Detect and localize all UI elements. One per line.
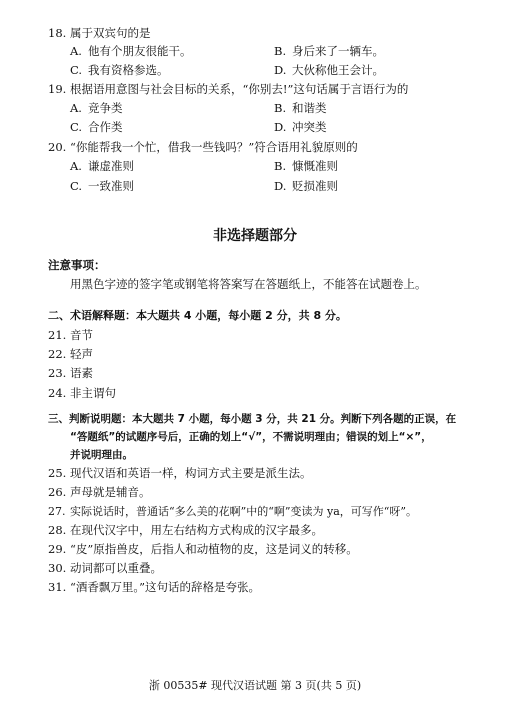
option-letter: A.: [70, 159, 82, 173]
option-18b: [274, 44, 384, 59]
option-letter: B.: [274, 101, 287, 115]
option-letter: C.: [70, 179, 83, 193]
option-text: 竞争类: [88, 101, 123, 115]
option-letter: B.: [274, 159, 287, 173]
option-letter: A.: [70, 101, 82, 115]
question-number: 27.: [48, 505, 66, 518]
question-number: 29.: [48, 542, 67, 556]
option-text: 冲突类: [292, 120, 327, 134]
option-19d: [274, 120, 327, 135]
notice-text: 用黑色字迹的签字笔或钢笔将答案写在答题纸上，不能答在试题卷上。: [70, 277, 427, 291]
item-text: 在现代汉字中，用左右结构方式构成的汉字最多。: [70, 523, 323, 537]
option-18a: [70, 44, 192, 59]
question-stem: “你能帮我一个忙，借我一些钱吗？”符合语用礼貌原则的: [70, 140, 358, 154]
item-21: [48, 328, 93, 343]
option-text: 他有个朋友很能干。: [88, 44, 192, 58]
item-text: “皮”原指兽皮，后指人和动植物的皮，这是词义的转移。: [70, 542, 358, 556]
question-number: 21.: [48, 328, 67, 342]
item-text: 非主谓句: [70, 386, 116, 400]
option-text: 慷慨准则: [292, 159, 338, 173]
option-19b: [274, 101, 327, 116]
question-number: 24.: [48, 386, 67, 400]
part3-heading-line-1: 三、判断说明题：本大题共 7 小题，每小题 3 分，共 21 分。判断下列各题的正误，在: [48, 413, 457, 425]
option-letter: D.: [274, 120, 287, 134]
part3-heading-line-2: “答题纸”的试题序号后，正确的划上“√”，不需说明理由；错误的划上“×”，: [70, 431, 432, 443]
item-text: 动词都可以重叠。: [70, 561, 162, 575]
option-18d: [274, 63, 384, 78]
option-text: 我有资格参选。: [88, 63, 169, 77]
question-number: 26.: [48, 485, 67, 499]
item-text: 声母就是辅音。: [70, 485, 151, 499]
item-28: [48, 523, 323, 538]
option-text: 大伙称他王会计。: [292, 63, 384, 77]
item-text: 轻声: [70, 347, 93, 361]
question-number: 30.: [48, 561, 67, 575]
option-letter: C.: [70, 120, 83, 134]
option-text: 和谐类: [292, 101, 327, 115]
option-19c: [70, 120, 123, 135]
question-number: 19.: [48, 82, 67, 96]
item-text: 现代汉语和英语一样，构词方式主要是派生法。: [70, 466, 312, 480]
option-20b: [274, 159, 338, 174]
option-letter: C.: [70, 63, 83, 77]
option-18c: [70, 63, 169, 78]
item-25: [48, 466, 312, 481]
question-20: [48, 140, 358, 155]
option-text: 贬损准则: [292, 179, 338, 193]
question-number: 23.: [48, 366, 67, 380]
option-20c: [70, 179, 134, 194]
question-stem: 属于双宾句的是: [70, 26, 151, 40]
item-text: 实际说话时，普通话“多么美的花啊”中的“啊”变读为 ya，可写作“呀”。: [70, 505, 418, 518]
page-footer: 浙 00535# 现代汉语试题 第 3 页(共 5 页): [148, 679, 362, 692]
option-19a: [70, 101, 123, 116]
item-27: [48, 504, 417, 519]
question-number: 18.: [48, 26, 67, 40]
part3-heading-line-3: 并说明理由。: [70, 449, 133, 461]
item-text: 语素: [70, 366, 93, 380]
part2-heading: 二、术语解释题：本大题共 4 小题，每小题 2 分，共 8 分。: [48, 309, 347, 322]
option-20a: [70, 159, 134, 174]
option-letter: B.: [274, 44, 287, 58]
option-20d: [274, 179, 338, 194]
option-letter: D.: [274, 63, 287, 77]
option-text: 一致准则: [88, 179, 134, 193]
question-number: 20.: [48, 140, 67, 154]
item-31: [48, 580, 260, 595]
item-24: [48, 386, 116, 401]
item-text: “酒香飘万里。”这句话的辞格是夸张。: [70, 580, 261, 594]
notice-title: 注意事项：: [48, 258, 106, 272]
question-stem: 根据语用意图与社会目标的关系，“你别去!”这句话属于言语行为的: [70, 82, 409, 96]
item-text: 音节: [70, 328, 93, 342]
question-number: 22.: [48, 347, 67, 361]
item-26: [48, 485, 151, 500]
item-23: [48, 366, 93, 381]
question-number: 31.: [48, 580, 67, 594]
question-number: 28.: [48, 523, 67, 537]
item-29: [48, 542, 358, 557]
item-30: [48, 561, 162, 576]
option-text: 合作类: [88, 120, 123, 134]
option-text: 谦虚准则: [88, 159, 134, 173]
option-letter: D.: [274, 179, 287, 193]
question-number: 25.: [48, 466, 67, 480]
item-22: [48, 347, 93, 362]
option-text: 身后来了一辆车。: [292, 44, 384, 58]
question-19: [48, 82, 408, 97]
question-18: [48, 26, 151, 41]
section-title: 非选择题部分: [213, 228, 297, 244]
option-letter: A.: [70, 44, 82, 58]
